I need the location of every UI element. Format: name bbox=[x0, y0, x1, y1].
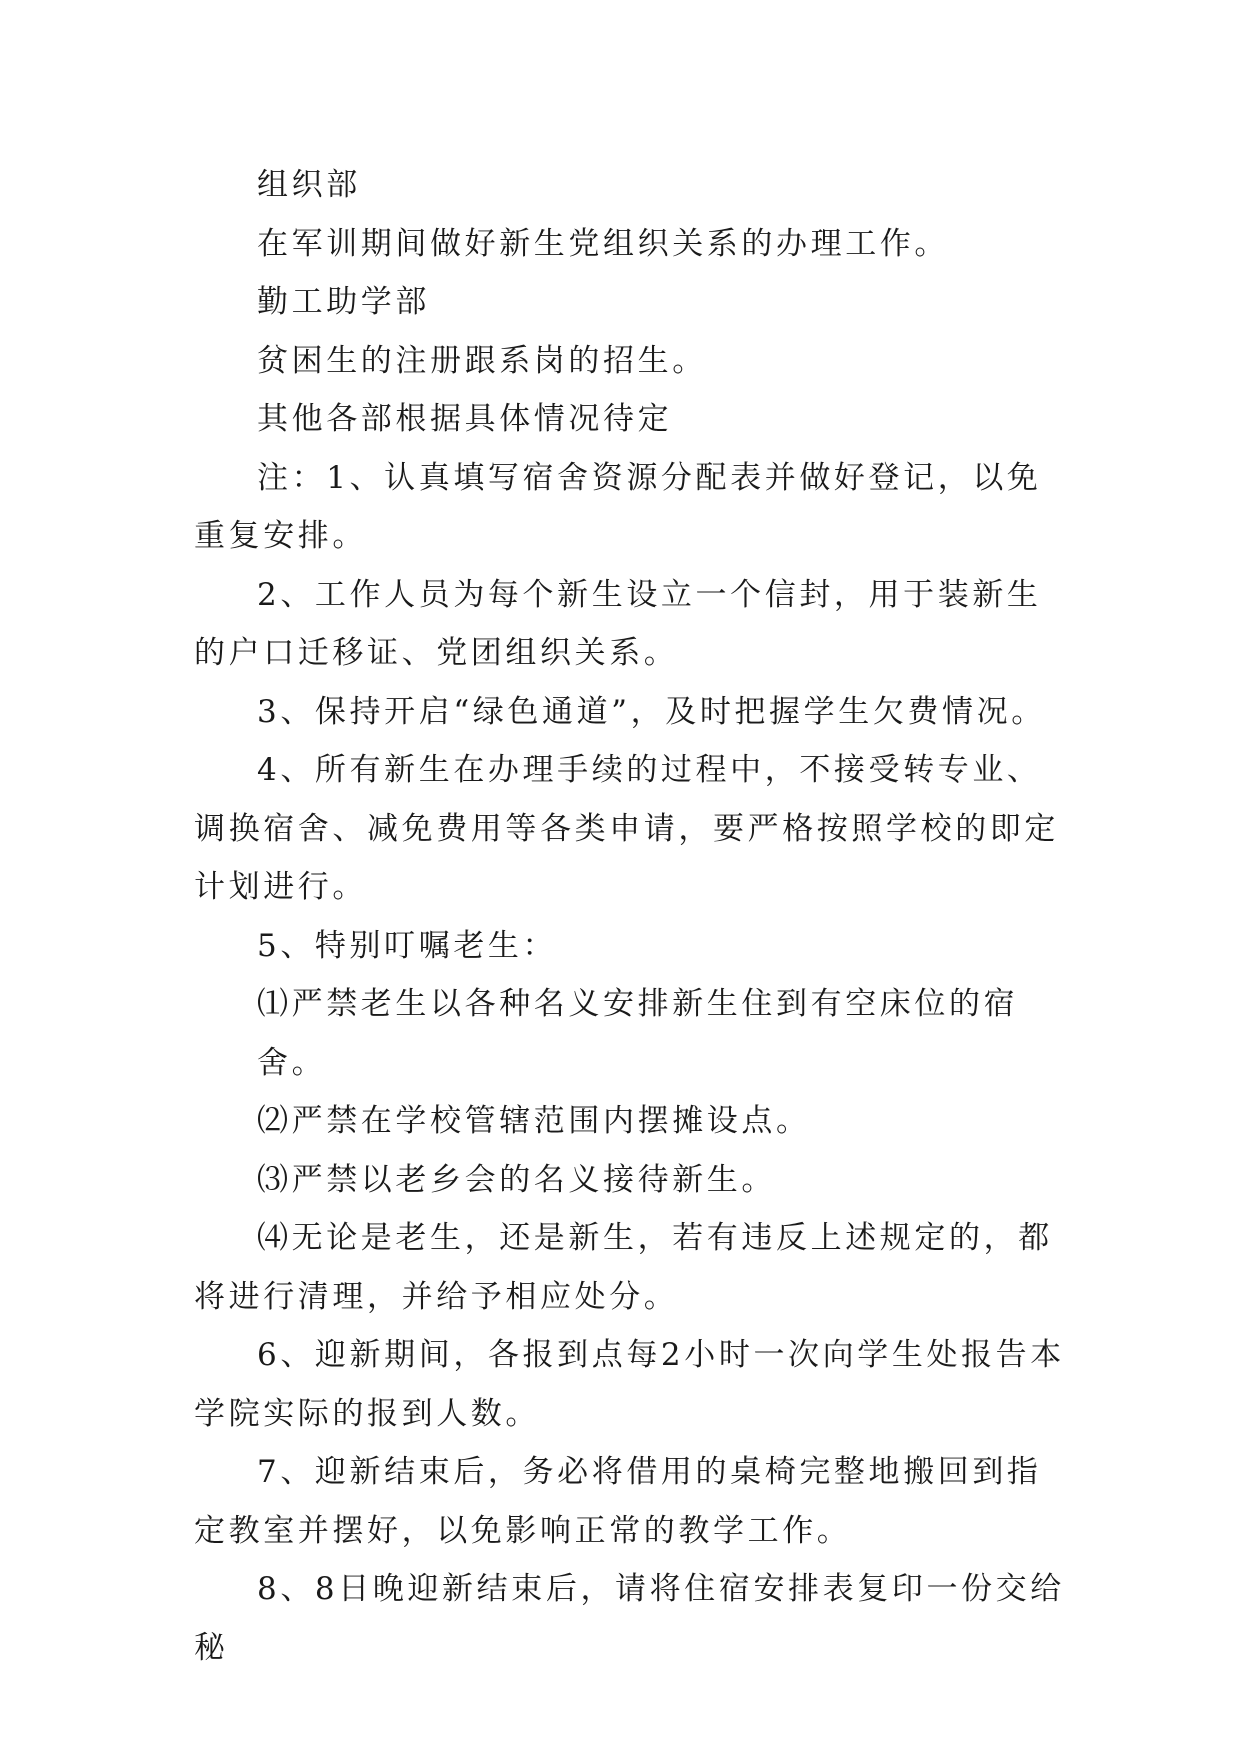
paragraph: 7、迎新结束后，务必将借用的桌椅完整地搬回到指定教室并摆好，以免影响正常的教学工作。 bbox=[194, 1454, 1042, 1549]
document-body bbox=[194, 156, 1074, 1677]
paragraph: 4、所有新生在办理手续的过程中，不接受转专业、调换宿舍、减免费用等各类申请，要严格按照学校的即定计划进行。 bbox=[194, 752, 1059, 905]
paragraph: 贫困生的注册跟系岗的招生。 bbox=[257, 342, 707, 379]
list-item: ⑶严禁以老乡会的名义接待新生。 bbox=[257, 1161, 776, 1198]
list-item: ⑷无论是老生，还是新生，若有违反上述规定的，都将进行清理，并给予相应处分。 bbox=[194, 1220, 1053, 1315]
list-item: ⑵严禁在学校管辖范围内摆摊设点。 bbox=[257, 1103, 811, 1139]
paragraph: 8、8日晚迎新结束后，请将住宿安排表复印一份交给秘 bbox=[194, 1571, 1065, 1666]
paragraph: 在军训期间做好新生党组织关系的办理工作。 bbox=[257, 225, 949, 262]
paragraph: 其他各部根据具体情况待定 bbox=[257, 401, 673, 437]
paragraph: 注：1、认真填写宿舍资源分配表并做好登记，以免重复安排。 bbox=[194, 459, 1042, 554]
paragraph: 3、保持开启“绿色通道”，及时把握学生欠费情况。 bbox=[257, 693, 1046, 730]
paragraph: 5、特别叮嘱老生： bbox=[257, 927, 558, 964]
paragraph: 组织部 bbox=[257, 167, 361, 203]
paragraph: 勤工助学部 bbox=[257, 284, 430, 320]
paragraph: 2、工作人员为每个新生设立一个信封，用于装新生的户口迁移证、党团组织关系。 bbox=[194, 576, 1042, 671]
paragraph: 6、迎新期间，各报到点每2小时一次向学生处报告本学院实际的报到人数。 bbox=[194, 1337, 1065, 1432]
list-item: ⑴严禁老生以各种名义安排新生住到有空床位的宿舍。 bbox=[257, 986, 1019, 1081]
